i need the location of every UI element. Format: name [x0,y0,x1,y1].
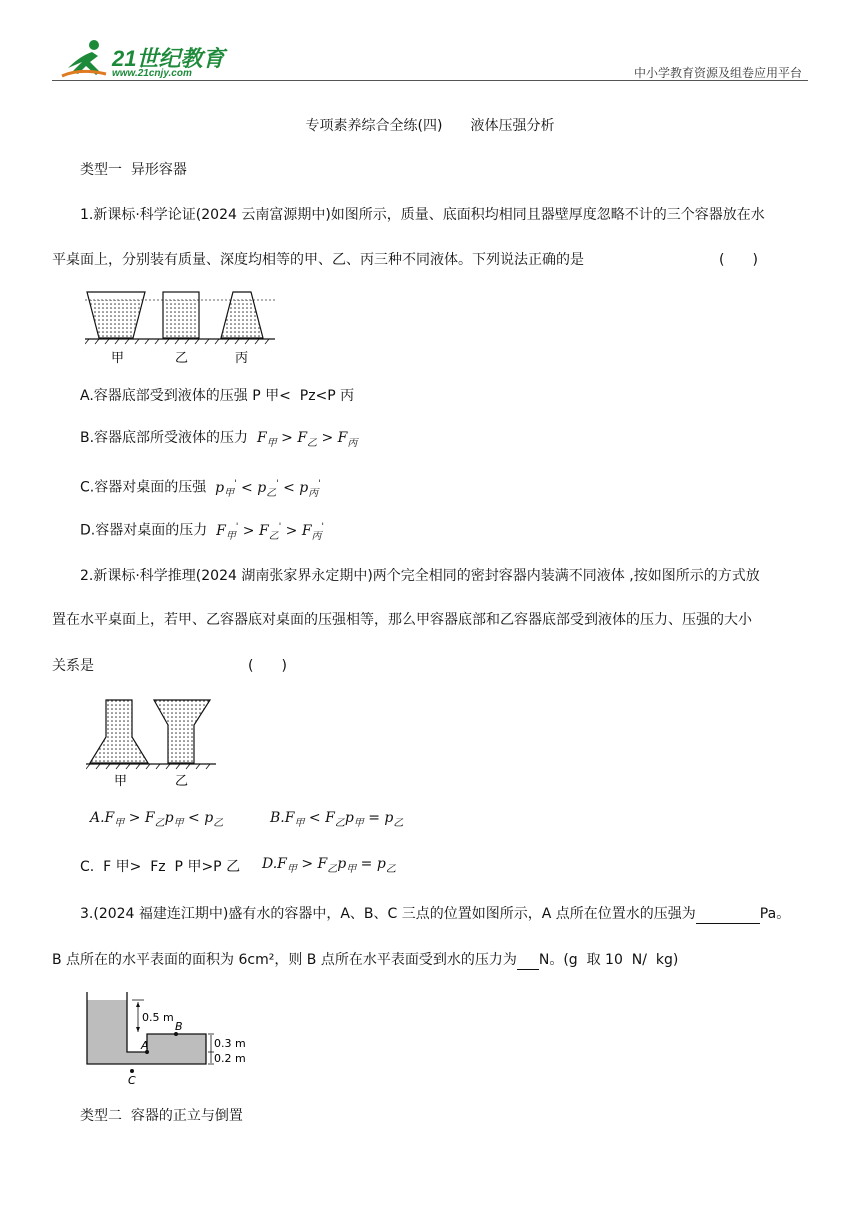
q1-option-d [80,517,836,546]
q1-stem-line1: 1.新课标·科学论证(2024 云南富源期中)如图所示，质量、底面积均相同且器壁厚度忽略不计的三个容器放在水 [80,207,765,223]
q3-label-a: A [141,1039,149,1052]
q2-answer-paren: ( ) [248,658,287,674]
q1-option-c-formula: $p_甲' < p_乙' < p_丙'$ [210,479,321,499]
logo-main-text: 21世纪教育 [112,46,225,71]
q2-label-jia: 甲 [114,774,128,787]
q3-stem-text-3: N。(g 取 10 N/ kg) [538,952,679,968]
q3-stem-text-1: 3.(2024 福建连江期中)盛有水的容器中，A、B、C 三点的位置如图所示，A 点所在位置水的压强为 [80,906,696,922]
q2-two-containers-figure [86,695,216,787]
q1-option-d-formula: $F_甲' > F_乙' > F_丙'$ [211,522,325,542]
q3-stem-text-2: B 点所在的水平表面的面积为 6cm²，则 B 点所在水平表面受到水的压力为 [52,952,517,968]
page-title: 专项素养综合全练(四) 液体压强分析 [305,118,555,134]
q3-blank-pressure [696,907,760,924]
q3-label-b: B [175,1020,183,1033]
q1-label-yi: 乙 [175,351,189,366]
q2-stem-line3 [52,656,808,676]
section-heading-2: 类型二 容器的正立与倒置 [80,1108,243,1124]
q2-label-yi: 乙 [175,774,189,787]
q2-stem-line1: 2.新课标·科学推理(2024 湖南张家界永定期中)两个完全相同的密封容器内装满不同液体 ,按如图所示的方式放 [80,568,760,584]
q3-stem-line1 [80,904,836,924]
q1-option-b-text: B.容器底部所受液体的压力 [80,430,249,446]
q1-label-bing: 丙 [235,351,249,366]
q3-unit-pa: Pa。 [759,906,791,922]
q1-option-b [80,428,836,454]
q2-option-d: $D.F_甲 > F_乙p_甲 = p_乙$ [262,856,396,875]
q1-option-a: A.容器底部受到液体的压强 P 甲< Pz<P 丙 [80,388,355,404]
q3-water-container-figure [84,988,254,1088]
q2-option-b: $B.F_甲 < F_乙p_甲 = p_乙$ [270,810,404,829]
q1-three-containers-figure [85,286,275,368]
q2-option-c: C. F 甲> Fz P 甲>P 乙 [80,859,241,875]
q1-stem-line2 [52,250,808,270]
q3-label-c: C [128,1074,136,1087]
q1-stem-text: 平桌面上，分别装有质量、深度均相等的甲、乙、丙三种不同液体。下列说法正确的是 [52,252,584,268]
q3-blank-force [517,953,539,970]
q3-label-02m: 0.2 m [214,1052,246,1065]
q3-label-05m: 0.5 m [142,1011,174,1024]
q1-option-b-formula: $F_甲 > F_乙 > F_丙$ [252,430,358,449]
header-platform-text: 中小学教育资源及组卷应用平台 [633,66,802,80]
logo-url-text: www.21cnjy.com [112,68,192,79]
q1-option-c [80,474,836,503]
q1-option-c-text: C.容器对桌面的压强 [80,479,207,496]
q2-stem-line2: 置在水平桌面上，若甲、乙容器底对桌面的压强相等，那么甲容器底部和乙容器底部受到液体的压力、压强的大小 [52,612,752,628]
q1-answer-paren: ( ) [719,252,758,268]
section-heading-1: 类型一 异形容器 [80,162,187,178]
header-logo [60,38,230,82]
q3-label-03m: 0.3 m [214,1037,246,1050]
q1-option-d-text: D.容器对桌面的压力 [80,522,208,539]
runner-logo-icon [60,38,110,80]
q1-label-jia: 甲 [111,351,125,366]
header-divider [52,80,808,81]
q2-option-a: $A.F_甲 > F_乙p_甲 < p_乙$ [90,810,224,829]
q2-stem-text: 关系是 [52,658,94,674]
q3-stem-line2 [52,950,808,970]
